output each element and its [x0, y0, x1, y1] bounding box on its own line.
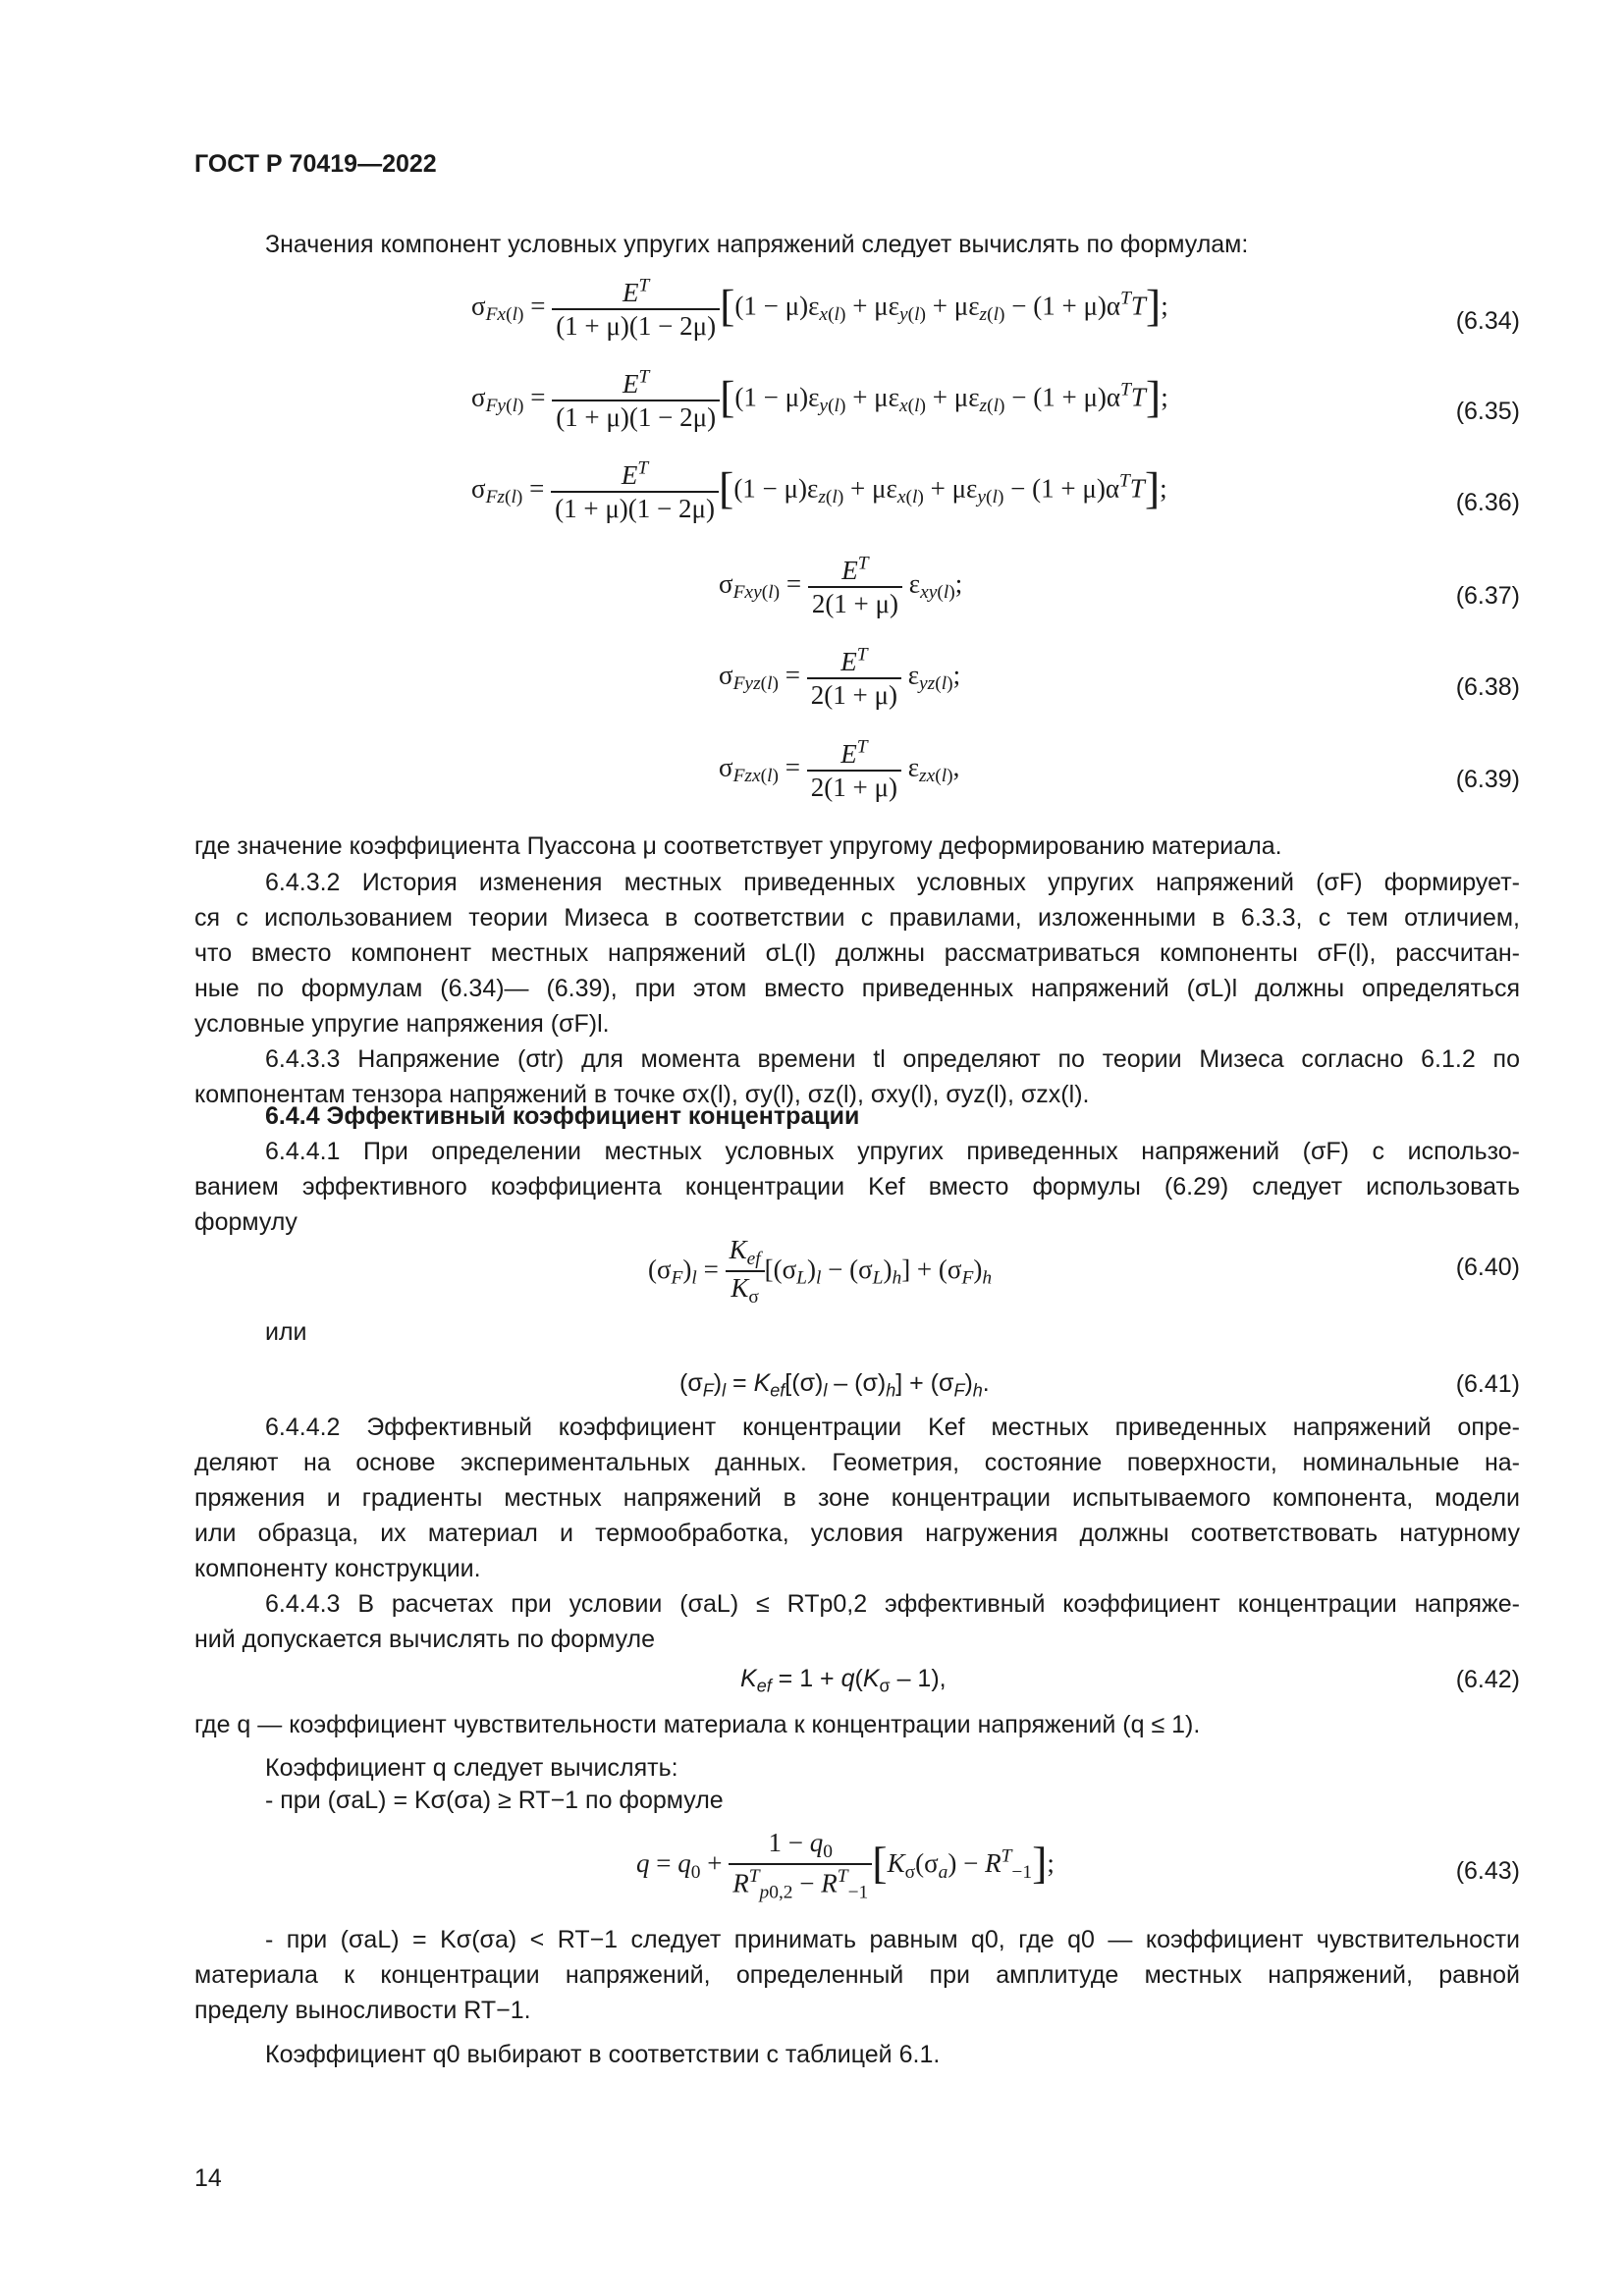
para-6433-line: компонентам тензора напряжений в точке σx(l), σy(l), σz(l), σxy(l), σyz(l), σzx(l). [194, 1081, 1090, 1108]
q-calc-text: Коэффициент q следует вычислять: [265, 1754, 678, 1782]
formula-6-36: $\sigma_{Fz(l)}$ = $\frac{E^T}{(1 + \mu)(1 - 2\mu)}$ $[(1 - \mu)\varepsilon_{z(l)} + \mu\varepsilon_{x(l)} + \mu\varepsilon_{y(l)} - (1 + \mu)\alpha^TT]$; [471, 457, 1167, 523]
para-6432-line: ся с использованием теории Мизеса в соответствии с правилами, изложенными в 6.3.3, с тем отличием, [194, 904, 1520, 932]
eq-number-6-35: (6.35) [1455, 398, 1520, 425]
eq-number-6-37: (6.37) [1455, 582, 1520, 610]
para-6441-line: ванием эффективного коэффициента концентрации Kef вместо формулы (6.29) следует использовать [194, 1173, 1520, 1201]
formula-6-34: $\sigma_{Fx(l)}$ = $\frac{E^T}{(1 + \mu)(1 - 2\mu)}$ $[(1 - \mu)\varepsilon_{x(l)} + \mu\varepsilon_{y(l)} + \mu\varepsilon_{z(l)} - (1 + \mu)\alpha^TT]$; [471, 275, 1168, 341]
para-6432-line: 6.4.3.2 История изменения местных приведенных условных упругих напряжений (σF) формирует- [265, 869, 1520, 896]
para-6441-line: формулу [194, 1208, 298, 1236]
case2-line: - при (σaL) = Kσ(σa) < RT−1 следует принимать равным q0, где q0 — коэффициент чувствительности [265, 1926, 1520, 1953]
para-6433-line: 6.4.3.3 Напряжение (σtr) для момента времени tl определяют по теории Мизеса согласно 6.1.2 по [265, 1045, 1520, 1073]
formula-6-38: $\sigma_{Fyz(l)}$ = $\frac{E^T}{2(1 + \mu)}$ $\varepsilon_{yz(l)}$; [719, 644, 961, 710]
formula-6-37: $\sigma_{Fxy(l)}$ = $\frac{E^T}{2(1 + \mu)}$ $\varepsilon_{xy(l)}$; [719, 553, 963, 618]
case2-line: материала к концентрации напряжений, определенный при амплитуде местных напряжений, равной [194, 1961, 1520, 1989]
case2-line: пределу выносливости RT−1. [194, 1997, 531, 2024]
formula-6-41: $(\sigma_F)_l = K_{ef}[(\sigma)_l - (\sigma)_h] + (\sigma_F)_h$. [679, 1369, 990, 1401]
para-6441-line: 6.4.4.1 При определении местных условных упругих приведенных напряжений (σF) с использо- [265, 1138, 1520, 1165]
eq-number-6-36: (6.36) [1455, 489, 1520, 516]
poisson-text: где значение коэффициента Пуассона μ соответствует упругому деформированию материала. [194, 832, 1282, 860]
para-6432-line: условные упругие напряжения (σF)l. [194, 1010, 610, 1038]
para-6442-line: компоненту конструкции. [194, 1555, 481, 1582]
para-6442-line: 6.4.4.2 Эффективный коэффициент концентрации Kef местных приведенных напряжений опре- [265, 1414, 1520, 1441]
eq-number-6-41: (6.41) [1455, 1370, 1520, 1398]
eq-number-6-34: (6.34) [1455, 307, 1520, 335]
eq-number-6-40: (6.40) [1455, 1254, 1520, 1281]
para-6442-line: или образца, их материал и термообработка, условия нагружения должны соответствовать натурному [194, 1520, 1520, 1547]
eq-number-6-38: (6.38) [1455, 673, 1520, 701]
formula-6-40: $(\sigma_F)_l$ = $\frac{K_{ef}}{K_\sigma}$ $[(\sigma_L)_l - (\sigma_L)_h] + (\sigma_F)_h$ [648, 1235, 993, 1308]
or-text: или [265, 1318, 307, 1346]
eq-number-6-42: (6.42) [1455, 1666, 1520, 1693]
formula-6-35: $\sigma_{Fy(l)}$ = $\frac{E^T}{(1 + \mu)(1 - 2\mu)}$ $[(1 - \mu)\varepsilon_{y(l)} + \mu\varepsilon_{x(l)} + \mu\varepsilon_{z(l)} - (1 + \mu)\alpha^TT]$; [471, 366, 1168, 432]
case1-text: - при (σaL) = Kσ(σa) ≥ RT−1 по формуле [265, 1787, 724, 1814]
page-number: 14 [194, 2164, 222, 2192]
para-6443-line: ний допускается вычислять по формуле [194, 1626, 656, 1653]
formula-6-39: $\sigma_{Fzx(l)}$ = $\frac{E^T}{2(1 + \mu)}$ $\varepsilon_{zx(l)}$, [719, 736, 960, 802]
para-6443-line: 6.4.4.3 В расчетах при условии (σaL) ≤ RTp0,2 эффективный коэффициент концентрации напряже- [265, 1590, 1520, 1618]
q-definition-text: где q — коэффициент чувствительности материала к концентрации напряжений (q ≤ 1). [194, 1711, 1201, 1738]
formula-6-43: $q = q_0$ + $\frac{1 - q_0}{R^T_{p0,2} - R^T_{-1}}$ $[K_\sigma(\sigma_a) - R^T_{-1}]$; [636, 1828, 1055, 1903]
document-header: ГОСТ Р 70419—2022 [194, 150, 437, 178]
intro-text: Значения компонент условных упругих напряжений следует вычислять по формулам: [265, 231, 1249, 258]
formula-6-42: $K_{ef} = 1 + q(K_\sigma - 1)$, [740, 1665, 947, 1696]
eq-number-6-39: (6.39) [1455, 766, 1520, 793]
q0-table-text: Коэффициент q0 выбирают в соответствии с таблицей 6.1. [265, 2041, 941, 2068]
para-6442-line: пряжения и градиенты местных напряжений в зоне концентрации испытываемого компонента, модели [194, 1484, 1520, 1512]
para-6432-line: ные по формулам (6.34)— (6.39), при этом вместо приведенных напряжений (σL)l должны определяться [194, 975, 1520, 1002]
para-6432-line: что вместо компонент местных напряжений σL(l) должны рассматриваться компоненты σF(l), рассчитан- [194, 939, 1520, 967]
section-heading-644: 6.4.4 Эффективный коэффициент концентрации [265, 1102, 860, 1130]
para-6442-line: деляют на основе экспериментальных данных. Геометрия, состояние поверхности, номинальные на- [194, 1449, 1520, 1476]
eq-number-6-43: (6.43) [1455, 1857, 1520, 1885]
